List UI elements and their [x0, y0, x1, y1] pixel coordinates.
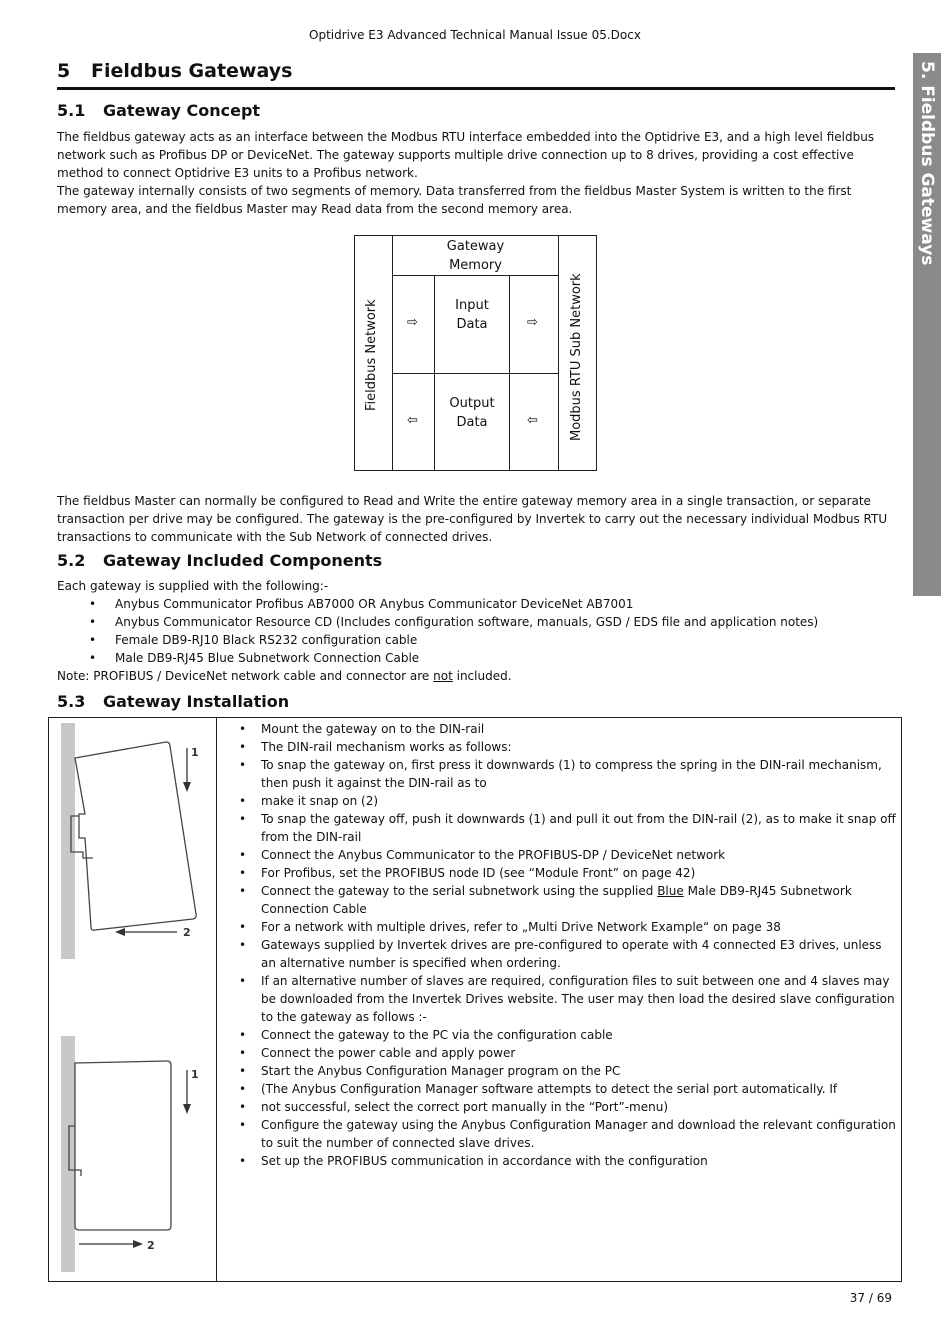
- gateway-concept-text-2: [57, 492, 897, 546]
- figure-label-2: 2: [183, 926, 191, 939]
- list-item: • not successful, select the correct port manually in the “Port”-menu): [217, 1098, 899, 1116]
- installation-steps: [217, 720, 899, 1170]
- section-title: Gateway Included Components: [103, 551, 383, 570]
- page-number: 37 / 69: [849, 1291, 892, 1305]
- list-item: • Mount the gateway on to the DIN-rail: [217, 720, 899, 738]
- list-item: • Connect the gateway to the PC via the configuration cable: [217, 1026, 899, 1044]
- arrow-right-icon: ⇨: [527, 315, 538, 330]
- section-number: 5.1: [57, 101, 86, 120]
- chapter-side-tab: [913, 53, 941, 596]
- section-heading-5-2: [57, 551, 382, 570]
- list-item: • Male DB9-RJ45 Blue Subnetwork Connection Cable: [57, 649, 897, 667]
- section-heading-5-1: [57, 101, 260, 120]
- components-note: Note: PROFIBUS / DeviceNet network cable and connector are not included.: [57, 669, 512, 683]
- list-item: • For Profibus, set the PROFIBUS node ID (see “Module Front” on page 42): [217, 864, 899, 882]
- list-item: • make it snap on (2): [217, 792, 899, 810]
- figure-label-1: 1: [191, 746, 199, 759]
- input-data-label: Input Data: [455, 298, 489, 332]
- arrow-right-icon: ⇨: [407, 315, 418, 330]
- list-item: • The DIN-rail mechanism works as follows:: [217, 738, 899, 756]
- components-list: [57, 595, 897, 667]
- components-intro: Each gateway is supplied with the following:-: [57, 579, 329, 593]
- gateway-concept-text: [57, 128, 897, 218]
- chapter-rule: [57, 87, 895, 90]
- list-item: • Anybus Communicator Resource CD (Includes configuration software, manuals, GSD / EDS file and application notes): [57, 613, 897, 631]
- paragraph: The fieldbus Master can normally be configured to Read and Write the entire gateway memory area in a single transaction, or separate transaction per drive may be configured. The gateway is the pre-configured by Invertek to carry out the necessary individual Modbus RTU transactions to communicate with the Sub Network of connected drives.: [57, 494, 888, 544]
- installation-table: [48, 717, 902, 1282]
- figure-label-1: 1: [191, 1068, 199, 1081]
- list-item: • Anybus Communicator Profibus AB7000 OR Anybus Communicator DeviceNet AB7001: [57, 595, 897, 613]
- paragraph: The fieldbus gateway acts as an interface between the Modbus RTU interface embedded into the Optidrive E3, and a high level fieldbus network such as Profibus DP or DeviceNet. The gateway supports multiple drive connection up to 8 drives, providing a cost effective method to connect Optidrive E3 units to a Profibus network.: [57, 130, 875, 180]
- list-item: • Connect the gateway to the serial subnetwork using the supplied Blue Male DB9-RJ45 Subnetwork Connection Cable: [217, 882, 899, 918]
- section-heading-5-3: [57, 692, 289, 711]
- list-item: • Start the Anybus Configuration Manager program on the PC: [217, 1062, 899, 1080]
- figure-label-2: 2: [147, 1239, 155, 1252]
- fieldbus-network-label: Fieldbus Network: [364, 299, 379, 411]
- list-item: • If an alternative number of slaves are required, configuration files to suit between one and 4 slaves may be downloaded from the Invertek Drives website. The user may then load the desired slave configuration to the gateway as follows :-: [217, 972, 899, 1026]
- section-title: Gateway Concept: [103, 101, 261, 120]
- list-item: • Set up the PROFIBUS communication in accordance with the configuration: [217, 1152, 899, 1170]
- output-data-label: Output Data: [449, 396, 495, 430]
- list-item: • To snap the gateway off, push it downwards (1) and pull it out from the DIN-rail (2), as to make it snap off from the DIN-rail: [217, 810, 899, 846]
- list-item: • Connect the Anybus Communicator to the PROFIBUS-DP / DeviceNet network: [217, 846, 899, 864]
- running-header: Optidrive E3 Advanced Technical Manual Issue 05.Docx: [309, 28, 641, 42]
- section-title: Gateway Installation: [103, 692, 290, 711]
- gateway-memory-diagram: [354, 235, 597, 471]
- arrow-left-icon: ⇦: [407, 413, 418, 428]
- included-components: [57, 577, 897, 685]
- list-item: • Configure the gateway using the Anybus Configuration Manager and download the relevant configuration to suit the number of connected slave drives.: [217, 1116, 899, 1152]
- din-rail-figures: [49, 718, 216, 1281]
- chapter-number: 5: [57, 60, 71, 82]
- paragraph: The gateway internally consists of two segments of memory. Data transferred from the fieldbus Master System is written to the first memory area, and the fieldbus Master may Read data from the second memory area.: [57, 184, 852, 216]
- side-tab-label: 5. Fieldbus Gateways: [917, 61, 937, 266]
- list-item: • (The Anybus Configuration Manager software attempts to detect the serial port automatically. If: [217, 1080, 899, 1098]
- list-item: • Gateways supplied by Invertek drives are pre-configured to operate with 4 connected E3 drives, unless an alternative number is specified when ordering.: [217, 936, 899, 972]
- list-item: • For a network with multiple drives, refer to „Multi Drive Network Example“ on page 38: [217, 918, 899, 936]
- chapter-heading: [57, 60, 292, 82]
- arrow-left-icon: ⇦: [527, 413, 538, 428]
- list-item: • Connect the power cable and apply power: [217, 1044, 899, 1062]
- section-number: 5.2: [57, 551, 86, 570]
- list-item: • To snap the gateway on, first press it downwards (1) to compress the spring in the DIN-rail mechanism, then push it against the DIN-rail as to: [217, 756, 899, 792]
- chapter-title: Fieldbus Gateways: [91, 60, 293, 82]
- section-number: 5.3: [57, 692, 86, 711]
- modbus-subnetwork-label: Modbus RTU Sub Network: [569, 273, 584, 441]
- memory-label: Gateway Memory: [446, 239, 505, 273]
- list-item: • Female DB9-RJ10 Black RS232 configuration cable: [57, 631, 897, 649]
